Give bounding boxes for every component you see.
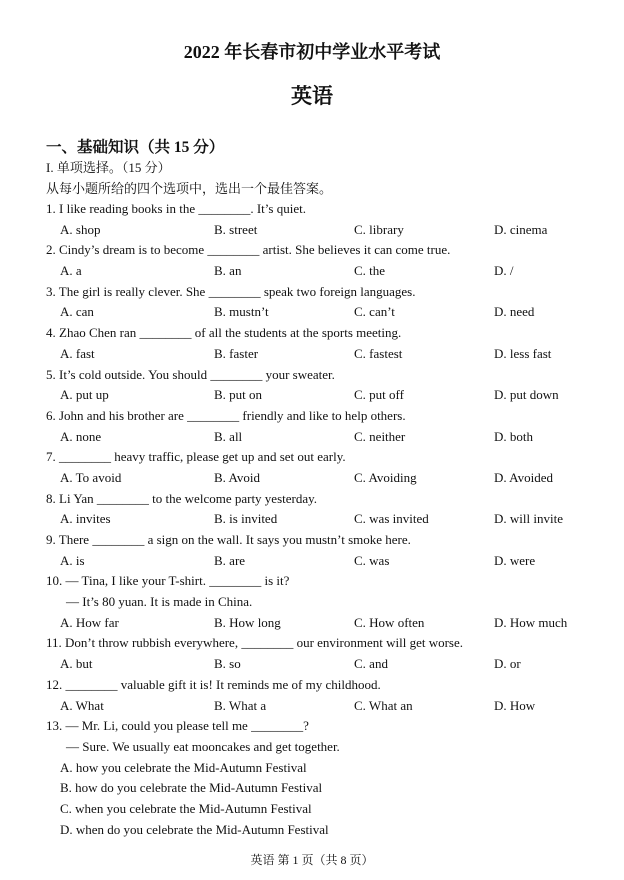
answer-option: C. Avoiding — [354, 469, 417, 485]
question-2 — [46, 240, 606, 281]
answer-option: B. how do you celebrate the Mid-Autumn Festival — [60, 780, 323, 796]
answer-option: C. What an — [354, 697, 413, 713]
answer-option: A. a — [60, 263, 82, 279]
answer-option: C. and — [354, 656, 388, 672]
answer-options-row — [46, 385, 606, 406]
answer-option: A. none — [60, 428, 102, 444]
question-3 — [46, 282, 606, 323]
answer-options-row — [46, 427, 606, 448]
answer-option: D. need — [494, 304, 535, 320]
question-4 — [46, 323, 606, 364]
answer-option: A. shop — [60, 221, 101, 237]
question-stem: 13. — Mr. Li, could you please tell me ________? — [46, 718, 309, 734]
answer-options-row — [46, 468, 606, 489]
answer-option: D. put down — [494, 387, 559, 403]
answer-option: B. faster — [214, 345, 259, 361]
answer-options-row — [46, 220, 606, 241]
question-stem: 7. ________ heavy traffic, please get up and set out early. — [46, 449, 346, 465]
question-8 — [46, 489, 606, 530]
answer-option: C. can’t — [354, 304, 395, 320]
question-stem: 11. Don’t throw rubbish everywhere, ________ our environment will get worse. — [46, 635, 464, 651]
answer-option: D. less fast — [494, 345, 552, 361]
question-dialogue-reply: — It’s 80 yuan. It is made in China. — [66, 594, 253, 610]
answer-option: A. How far — [60, 614, 119, 630]
answer-option: A. can — [60, 304, 94, 320]
part-heading: I. 单项选择。（15 分） — [46, 160, 171, 175]
answer-option: C. neither — [354, 428, 406, 444]
answer-options-row — [46, 696, 606, 717]
question-5 — [46, 365, 606, 406]
answer-option: A. invites — [60, 511, 111, 527]
answer-option: C. How often — [354, 614, 425, 630]
answer-option: B. What a — [214, 697, 267, 713]
answer-option: B. is invited — [214, 511, 278, 527]
question-7 — [46, 447, 606, 488]
question-stem: 4. Zhao Chen ran ________ of all the students at the sports meeting. — [46, 325, 402, 341]
answer-option: B. all — [214, 428, 243, 444]
question-stem: 2. Cindy’s dream is to become ________ artist. She believes it can come true. — [46, 242, 451, 258]
answer-option: A. To avoid — [60, 469, 122, 485]
question-1 — [46, 199, 606, 240]
answer-option: C. when you celebrate the Mid-Autumn Festival — [60, 800, 312, 816]
question-6 — [46, 406, 606, 447]
answer-option: C. the — [354, 263, 386, 279]
answer-option: A. but — [60, 656, 93, 672]
question-9 — [46, 530, 606, 571]
answer-option: D. both — [494, 428, 533, 444]
answer-options-row — [46, 551, 606, 572]
answer-option: D. Avoided — [494, 469, 553, 485]
question-stem: 12. ________ valuable gift it is! It reminds me of my childhood. — [46, 676, 381, 692]
answer-option: B. put on — [214, 387, 263, 403]
answer-option: C. put off — [354, 387, 404, 403]
question-13 — [46, 716, 606, 840]
answer-option: D. / — [494, 263, 514, 279]
answer-option: A. put up — [60, 387, 109, 403]
answer-option: D. How — [494, 697, 536, 713]
answer-option: A. how you celebrate the Mid-Autumn Festival — [60, 759, 307, 775]
answer-option: A. is — [60, 552, 85, 568]
answer-options-row — [46, 344, 606, 365]
instruction-text: 从每小题所给的四个选项中，选出一个最佳答案。 — [46, 181, 333, 196]
subject-title: 英语 — [291, 84, 333, 108]
question-list — [46, 199, 606, 840]
page-footer: 英语 第 1 页（共 8 页） — [250, 853, 374, 867]
answer-options-row — [46, 261, 606, 282]
answer-option: A. What — [60, 697, 104, 713]
question-stem: 6. John and his brother are ________ friendly and like to help others. — [46, 407, 406, 423]
answer-options-row — [46, 302, 606, 323]
answer-option: C. library — [354, 221, 404, 237]
section-heading: 一、基础知识（共 15 分） — [46, 139, 225, 156]
answer-option: B. mustn’t — [214, 304, 269, 320]
answer-option: D. will invite — [494, 511, 563, 527]
question-stem: 10. — Tina, I like your T-shirt. ________ is it? — [46, 573, 290, 589]
question-12 — [46, 675, 606, 716]
answer-options-row — [46, 613, 606, 634]
answer-option: B. Avoid — [214, 469, 260, 485]
answer-options-row — [46, 509, 606, 530]
answer-option: B. street — [214, 221, 258, 237]
answer-option: D. or — [494, 656, 521, 672]
answer-option: D. were — [494, 552, 536, 568]
answer-option: B. so — [214, 656, 241, 672]
question-stem: 1. I like reading books in the ________. It’s quiet. — [46, 201, 306, 216]
answer-option: C. fastest — [354, 345, 403, 361]
question-stem: 5. It’s cold outside. You should ________ your sweater. — [46, 366, 335, 382]
answer-option: B. an — [214, 263, 242, 279]
question-dialogue-reply: — Sure. We usually eat mooncakes and get together. — [66, 738, 340, 754]
question-10 — [46, 571, 606, 633]
answer-option: D. when do you celebrate the Mid-Autumn Festival — [60, 821, 329, 837]
answer-option: A. fast — [60, 345, 95, 361]
exam-title: 2022 年长春市初中学业水平考试 — [183, 42, 441, 62]
question-11 — [46, 633, 606, 674]
answer-option: D. cinema — [494, 221, 548, 237]
answer-option: D. How much — [494, 614, 568, 630]
answer-option: B. How long — [214, 614, 281, 630]
question-stem: 3. The girl is really clever. She ________ speak two foreign languages. — [46, 283, 416, 299]
answer-options-row — [46, 654, 606, 675]
answer-option: C. was — [354, 552, 390, 568]
question-stem: 9. There ________ a sign on the wall. It says you mustn’t smoke here. — [46, 532, 411, 547]
answer-option: B. are — [214, 552, 246, 568]
question-stem: 8. Li Yan ________ to the welcome party yesterday. — [46, 490, 318, 506]
answer-option: C. was invited — [354, 511, 429, 527]
